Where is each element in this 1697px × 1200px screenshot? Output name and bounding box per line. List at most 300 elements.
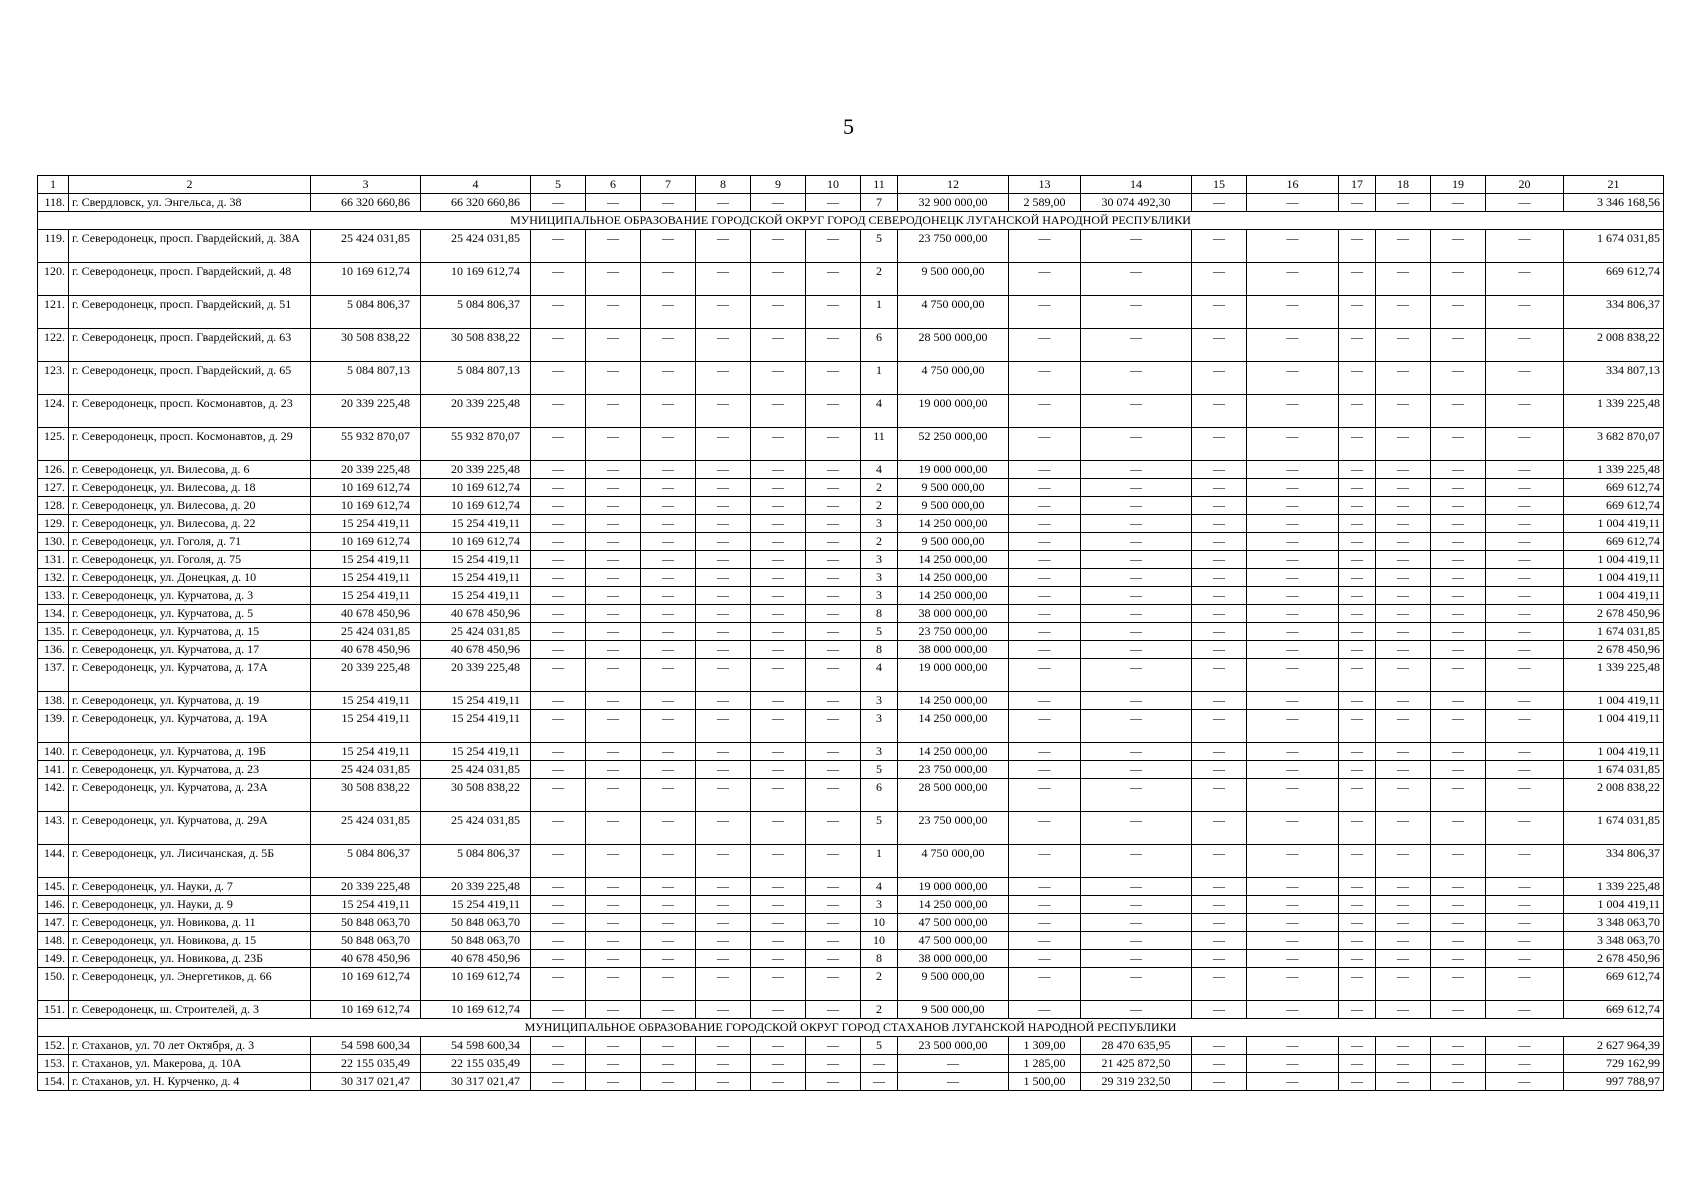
dash-cell: [641, 1037, 696, 1055]
col-21-cell: 1 674 031,85: [1564, 761, 1664, 779]
col-11-cell: 4: [861, 461, 898, 479]
dash-cell: [1192, 896, 1247, 914]
col-13-cell: —: [1009, 605, 1081, 623]
dash-cell: [531, 812, 586, 845]
col-13-cell: —: [1009, 845, 1081, 878]
dash-cell: [806, 845, 861, 878]
col-4-cell: 15 254 419,11: [421, 743, 531, 761]
address-cell: г. Северодонецк, просп. Гвардейский, д. 65: [69, 362, 311, 395]
col-12-cell: 9 500 000,00: [898, 497, 1009, 515]
address-cell: г. Северодонецк, ул. Курчатова, д. 17А: [69, 659, 311, 692]
dash-cell: [1339, 761, 1376, 779]
table-row: [38, 761, 1664, 779]
col-12-cell: 14 250 000,00: [898, 569, 1009, 587]
dash-cell: [1339, 329, 1376, 362]
col-13-cell: —: [1009, 461, 1081, 479]
dash-cell: [586, 605, 641, 623]
dash-cell: [1431, 641, 1486, 659]
dash-cell: [696, 1001, 751, 1019]
dash-cell: [1376, 845, 1431, 878]
dash-cell: [751, 395, 806, 428]
section-title: МУНИЦИПАЛЬНОЕ ОБРАЗОВАНИЕ ГОРОДСКОЙ ОКРУГ ГОРОД СЕВЕРОДОНЕЦК ЛУГАНСКОЙ НАРОДНОЙ РЕСПУБЛИКИ: [38, 212, 1664, 230]
dash-cell: [641, 878, 696, 896]
dash-cell: [1486, 428, 1564, 461]
row-number: 141.: [38, 761, 69, 779]
row-number: 147.: [38, 914, 69, 932]
col-13-cell: —: [1009, 515, 1081, 533]
dash-cell: [586, 395, 641, 428]
col-12-cell: 32 900 000,00: [898, 194, 1009, 212]
dash-cell: [1431, 743, 1486, 761]
dash-cell: [1486, 395, 1564, 428]
col-11-cell: 3: [861, 896, 898, 914]
dash-cell: [1339, 710, 1376, 743]
dash-cell: [696, 395, 751, 428]
dash-cell: [751, 461, 806, 479]
dash-cell: [696, 497, 751, 515]
dash-cell: [696, 761, 751, 779]
col-12-cell: 4 750 000,00: [898, 296, 1009, 329]
dash-cell: [1192, 497, 1247, 515]
address-cell: г. Северодонецк, ул. Вилесова, д. 18: [69, 479, 311, 497]
col-11-cell: 6: [861, 779, 898, 812]
dash-cell: [531, 395, 586, 428]
dash-cell: [1431, 878, 1486, 896]
dash-cell: [1339, 845, 1376, 878]
dash-cell: [1339, 692, 1376, 710]
dash-cell: [531, 569, 586, 587]
col-4-cell: 10 169 612,74: [421, 479, 531, 497]
col-21-cell: 669 612,74: [1564, 263, 1664, 296]
col-14-cell: —: [1081, 296, 1192, 329]
dash-cell: [586, 230, 641, 263]
dash-cell: [751, 968, 806, 1001]
dash-cell: [1192, 761, 1247, 779]
dash-cell: [1376, 263, 1431, 296]
col-11-cell: 3: [861, 515, 898, 533]
dash-cell: [751, 743, 806, 761]
dash-cell: [1339, 569, 1376, 587]
col-14-cell: —: [1081, 461, 1192, 479]
col-12-cell: —: [898, 1055, 1009, 1073]
dash-cell: [806, 968, 861, 1001]
dash-cell: [531, 761, 586, 779]
table-row: [38, 479, 1664, 497]
address-cell: г. Северодонецк, просп. Космонавтов, д. 23: [69, 395, 311, 428]
dash-cell: [1376, 587, 1431, 605]
col-14-cell: —: [1081, 587, 1192, 605]
dash-cell: [696, 692, 751, 710]
col-3-cell: 10 169 612,74: [311, 263, 421, 296]
dash-cell: [696, 329, 751, 362]
dash-cell: [1431, 710, 1486, 743]
dash-cell: [641, 551, 696, 569]
col-3-cell: 20 339 225,48: [311, 461, 421, 479]
col-14-cell: —: [1081, 743, 1192, 761]
dash-cell: [1376, 779, 1431, 812]
col-11-cell: 5: [861, 230, 898, 263]
dash-cell: [696, 230, 751, 263]
row-number: 134.: [38, 605, 69, 623]
col-3-cell: 15 254 419,11: [311, 896, 421, 914]
dash-cell: [696, 515, 751, 533]
col-21-cell: 1 004 419,11: [1564, 743, 1664, 761]
dash-cell: [1431, 551, 1486, 569]
dash-cell: [751, 605, 806, 623]
col-3-cell: 15 254 419,11: [311, 569, 421, 587]
address-cell: г. Северодонецк, ул. Вилесова, д. 6: [69, 461, 311, 479]
dash-cell: [586, 1055, 641, 1073]
col-3-cell: 15 254 419,11: [311, 551, 421, 569]
col-12-cell: 23 750 000,00: [898, 623, 1009, 641]
dash-cell: [641, 395, 696, 428]
col-12-cell: 38 000 000,00: [898, 605, 1009, 623]
dash-cell: [1247, 587, 1339, 605]
dash-cell: [751, 1073, 806, 1091]
col-4-cell: 15 254 419,11: [421, 569, 531, 587]
dash-cell: [1486, 362, 1564, 395]
page-number: 5: [843, 114, 854, 139]
col-11-cell: 4: [861, 395, 898, 428]
col-12-cell: 9 500 000,00: [898, 1001, 1009, 1019]
col-14-cell: —: [1081, 329, 1192, 362]
dash-cell: [806, 1073, 861, 1091]
col-13-cell: —: [1009, 878, 1081, 896]
col-4-cell: 22 155 035,49: [421, 1055, 531, 1073]
dash-cell: [531, 692, 586, 710]
dash-cell: [1431, 479, 1486, 497]
dash-cell: [1192, 743, 1247, 761]
col-3-cell: 10 169 612,74: [311, 968, 421, 1001]
dash-cell: [586, 968, 641, 1001]
table-row: [38, 587, 1664, 605]
row-number: 120.: [38, 263, 69, 296]
dash-cell: [1247, 605, 1339, 623]
col-12-cell: 19 000 000,00: [898, 395, 1009, 428]
dash-cell: [1247, 428, 1339, 461]
dash-cell: [1192, 641, 1247, 659]
col-12-cell: 14 250 000,00: [898, 587, 1009, 605]
col-14-cell: —: [1081, 230, 1192, 263]
col-11-cell: 10: [861, 932, 898, 950]
dash-cell: [696, 914, 751, 932]
col-14-cell: —: [1081, 551, 1192, 569]
table-row: [38, 194, 1664, 212]
dash-cell: [751, 950, 806, 968]
row-number: 133.: [38, 587, 69, 605]
col-21-cell: 1 674 031,85: [1564, 812, 1664, 845]
dash-cell: [1486, 845, 1564, 878]
dash-cell: [1376, 497, 1431, 515]
dash-cell: [1376, 710, 1431, 743]
dash-cell: [1486, 710, 1564, 743]
dash-cell: [586, 950, 641, 968]
table-row: [38, 569, 1664, 587]
dash-cell: [1431, 569, 1486, 587]
dash-cell: [751, 1001, 806, 1019]
dash-cell: [1247, 194, 1339, 212]
dash-cell: [1247, 743, 1339, 761]
dash-cell: [1192, 533, 1247, 551]
dash-cell: [1376, 968, 1431, 1001]
dash-cell: [751, 263, 806, 296]
col-4-cell: 50 848 063,70: [421, 932, 531, 950]
dash-cell: [696, 659, 751, 692]
dash-cell: [751, 1037, 806, 1055]
col-4-cell: 20 339 225,48: [421, 461, 531, 479]
address-cell: г. Северодонецк, ул. Курчатова, д. 3: [69, 587, 311, 605]
col-11-cell: 7: [861, 194, 898, 212]
column-number: 12: [898, 176, 1009, 194]
row-number: 145.: [38, 878, 69, 896]
col-12-cell: 19 000 000,00: [898, 878, 1009, 896]
table-row: [38, 1073, 1664, 1091]
dash-cell: [586, 845, 641, 878]
col-21-cell: 1 004 419,11: [1564, 896, 1664, 914]
dash-cell: [1339, 896, 1376, 914]
col-4-cell: 30 508 838,22: [421, 329, 531, 362]
dash-cell: [641, 461, 696, 479]
col-14-cell: —: [1081, 812, 1192, 845]
col-4-cell: 5 084 807,13: [421, 362, 531, 395]
dash-cell: [1376, 515, 1431, 533]
table-row: [38, 605, 1664, 623]
dash-cell: [1486, 569, 1564, 587]
col-4-cell: 15 254 419,11: [421, 515, 531, 533]
dash-cell: [531, 710, 586, 743]
col-14-cell: —: [1081, 1001, 1192, 1019]
dash-cell: [751, 659, 806, 692]
dash-cell: [751, 641, 806, 659]
col-12-cell: 28 500 000,00: [898, 329, 1009, 362]
dash-cell: [806, 587, 861, 605]
dash-cell: [1486, 461, 1564, 479]
col-12-cell: 4 750 000,00: [898, 362, 1009, 395]
dash-cell: [531, 551, 586, 569]
col-3-cell: 40 678 450,96: [311, 641, 421, 659]
col-12-cell: 23 750 000,00: [898, 761, 1009, 779]
dash-cell: [641, 515, 696, 533]
dash-cell: [1431, 461, 1486, 479]
dash-cell: [1192, 428, 1247, 461]
dash-cell: [806, 428, 861, 461]
dash-cell: [1376, 428, 1431, 461]
dash-cell: [641, 932, 696, 950]
dash-cell: [531, 932, 586, 950]
col-14-cell: —: [1081, 515, 1192, 533]
dash-cell: [641, 230, 696, 263]
row-number: 118.: [38, 194, 69, 212]
dash-cell: [1247, 914, 1339, 932]
dash-cell: [1339, 461, 1376, 479]
dash-cell: [1431, 230, 1486, 263]
col-21-cell: 1 004 419,11: [1564, 710, 1664, 743]
address-cell: г. Северодонецк, ул. Науки, д. 9: [69, 896, 311, 914]
dash-cell: [531, 1001, 586, 1019]
col-14-cell: —: [1081, 896, 1192, 914]
col-3-cell: 30 508 838,22: [311, 329, 421, 362]
dash-cell: [696, 932, 751, 950]
col-11-cell: 3: [861, 710, 898, 743]
dash-cell: [1486, 479, 1564, 497]
address-cell: г. Северодонецк, ул. Курчатова, д. 15: [69, 623, 311, 641]
row-number: 121.: [38, 296, 69, 329]
dash-cell: [1339, 1073, 1376, 1091]
table-row: [38, 845, 1664, 878]
dash-cell: [1431, 1055, 1486, 1073]
column-number: 21: [1564, 176, 1664, 194]
col-21-cell: 997 788,97: [1564, 1073, 1664, 1091]
col-12-cell: 14 250 000,00: [898, 692, 1009, 710]
col-12-cell: 14 250 000,00: [898, 515, 1009, 533]
column-number: 3: [311, 176, 421, 194]
dash-cell: [1192, 461, 1247, 479]
dash-cell: [641, 587, 696, 605]
col-13-cell: —: [1009, 896, 1081, 914]
col-4-cell: 30 317 021,47: [421, 1073, 531, 1091]
table-row: [38, 515, 1664, 533]
col-21-cell: 669 612,74: [1564, 968, 1664, 1001]
dash-cell: [751, 896, 806, 914]
col-11-cell: —: [861, 1073, 898, 1091]
col-13-cell: —: [1009, 710, 1081, 743]
col-21-cell: 2 008 838,22: [1564, 779, 1664, 812]
col-4-cell: 10 169 612,74: [421, 968, 531, 1001]
dash-cell: [751, 692, 806, 710]
col-3-cell: 25 424 031,85: [311, 812, 421, 845]
dash-cell: [806, 533, 861, 551]
dash-cell: [1339, 779, 1376, 812]
col-4-cell: 15 254 419,11: [421, 692, 531, 710]
dash-cell: [586, 329, 641, 362]
dash-cell: [1192, 932, 1247, 950]
col-13-cell: —: [1009, 362, 1081, 395]
dash-cell: [531, 641, 586, 659]
row-number: 130.: [38, 533, 69, 551]
col-4-cell: 66 320 660,86: [421, 194, 531, 212]
col-3-cell: 30 317 021,47: [311, 1073, 421, 1091]
table-row: [38, 461, 1664, 479]
dash-cell: [1431, 968, 1486, 1001]
col-13-cell: —: [1009, 914, 1081, 932]
col-4-cell: 15 254 419,11: [421, 587, 531, 605]
dash-cell: [751, 845, 806, 878]
dash-cell: [641, 428, 696, 461]
dash-cell: [751, 812, 806, 845]
dash-cell: [1486, 587, 1564, 605]
col-21-cell: 2 678 450,96: [1564, 950, 1664, 968]
dash-cell: [1339, 1055, 1376, 1073]
row-number: 144.: [38, 845, 69, 878]
table-row: [38, 896, 1664, 914]
address-cell: г. Северодонецк, просп. Гвардейский, д. 48: [69, 263, 311, 296]
col-14-cell: —: [1081, 263, 1192, 296]
dash-cell: [1339, 551, 1376, 569]
dash-cell: [586, 761, 641, 779]
dash-cell: [806, 1001, 861, 1019]
dash-cell: [1339, 914, 1376, 932]
dash-cell: [1247, 230, 1339, 263]
dash-cell: [696, 968, 751, 1001]
dash-cell: [1376, 551, 1431, 569]
dash-cell: [1431, 659, 1486, 692]
dash-cell: [586, 659, 641, 692]
col-21-cell: 334 806,37: [1564, 845, 1664, 878]
dash-cell: [641, 692, 696, 710]
dash-cell: [1431, 605, 1486, 623]
dash-cell: [586, 296, 641, 329]
dash-cell: [751, 710, 806, 743]
dash-cell: [586, 1037, 641, 1055]
dash-cell: [531, 230, 586, 263]
col-21-cell: 2 678 450,96: [1564, 641, 1664, 659]
dash-cell: [1192, 329, 1247, 362]
dash-cell: [1339, 263, 1376, 296]
address-cell: г. Северодонецк, ул. Курчатова, д. 17: [69, 641, 311, 659]
dash-cell: [1376, 605, 1431, 623]
col-14-cell: —: [1081, 659, 1192, 692]
address-cell: г. Северодонецк, просп. Гвардейский, д. 38А: [69, 230, 311, 263]
dash-cell: [641, 296, 696, 329]
address-cell: г. Свердловск, ул. Энгельса, д. 38: [69, 194, 311, 212]
col-11-cell: 2: [861, 497, 898, 515]
section-row: [38, 212, 1664, 230]
dash-cell: [586, 587, 641, 605]
col-21-cell: 669 612,74: [1564, 533, 1664, 551]
dash-cell: [696, 950, 751, 968]
col-11-cell: 3: [861, 692, 898, 710]
dash-cell: [1247, 692, 1339, 710]
col-11-cell: 4: [861, 878, 898, 896]
dash-cell: [641, 479, 696, 497]
column-number: 7: [641, 176, 696, 194]
col-3-cell: 15 254 419,11: [311, 587, 421, 605]
dash-cell: [1192, 605, 1247, 623]
col-4-cell: 25 424 031,85: [421, 623, 531, 641]
dash-cell: [1431, 623, 1486, 641]
col-3-cell: 20 339 225,48: [311, 878, 421, 896]
dash-cell: [806, 1055, 861, 1073]
col-3-cell: 20 339 225,48: [311, 659, 421, 692]
dash-cell: [1192, 878, 1247, 896]
dash-cell: [1339, 932, 1376, 950]
dash-cell: [1486, 932, 1564, 950]
dash-cell: [531, 479, 586, 497]
table-row: [38, 812, 1664, 845]
col-4-cell: 10 169 612,74: [421, 533, 531, 551]
dash-cell: [806, 263, 861, 296]
row-number: 143.: [38, 812, 69, 845]
dash-cell: [1376, 641, 1431, 659]
col-11-cell: 5: [861, 761, 898, 779]
dash-cell: [751, 761, 806, 779]
dash-cell: [641, 605, 696, 623]
dash-cell: [806, 710, 861, 743]
dash-cell: [1376, 692, 1431, 710]
dash-cell: [1339, 623, 1376, 641]
row-number: 153.: [38, 1055, 69, 1073]
col-14-cell: —: [1081, 914, 1192, 932]
dash-cell: [1247, 479, 1339, 497]
dash-cell: [696, 623, 751, 641]
dash-cell: [806, 779, 861, 812]
dash-cell: [1247, 845, 1339, 878]
col-4-cell: 55 932 870,07: [421, 428, 531, 461]
table-row: [38, 296, 1664, 329]
col-3-cell: 22 155 035,49: [311, 1055, 421, 1073]
col-21-cell: 3 348 063,70: [1564, 932, 1664, 950]
dash-cell: [1431, 329, 1486, 362]
